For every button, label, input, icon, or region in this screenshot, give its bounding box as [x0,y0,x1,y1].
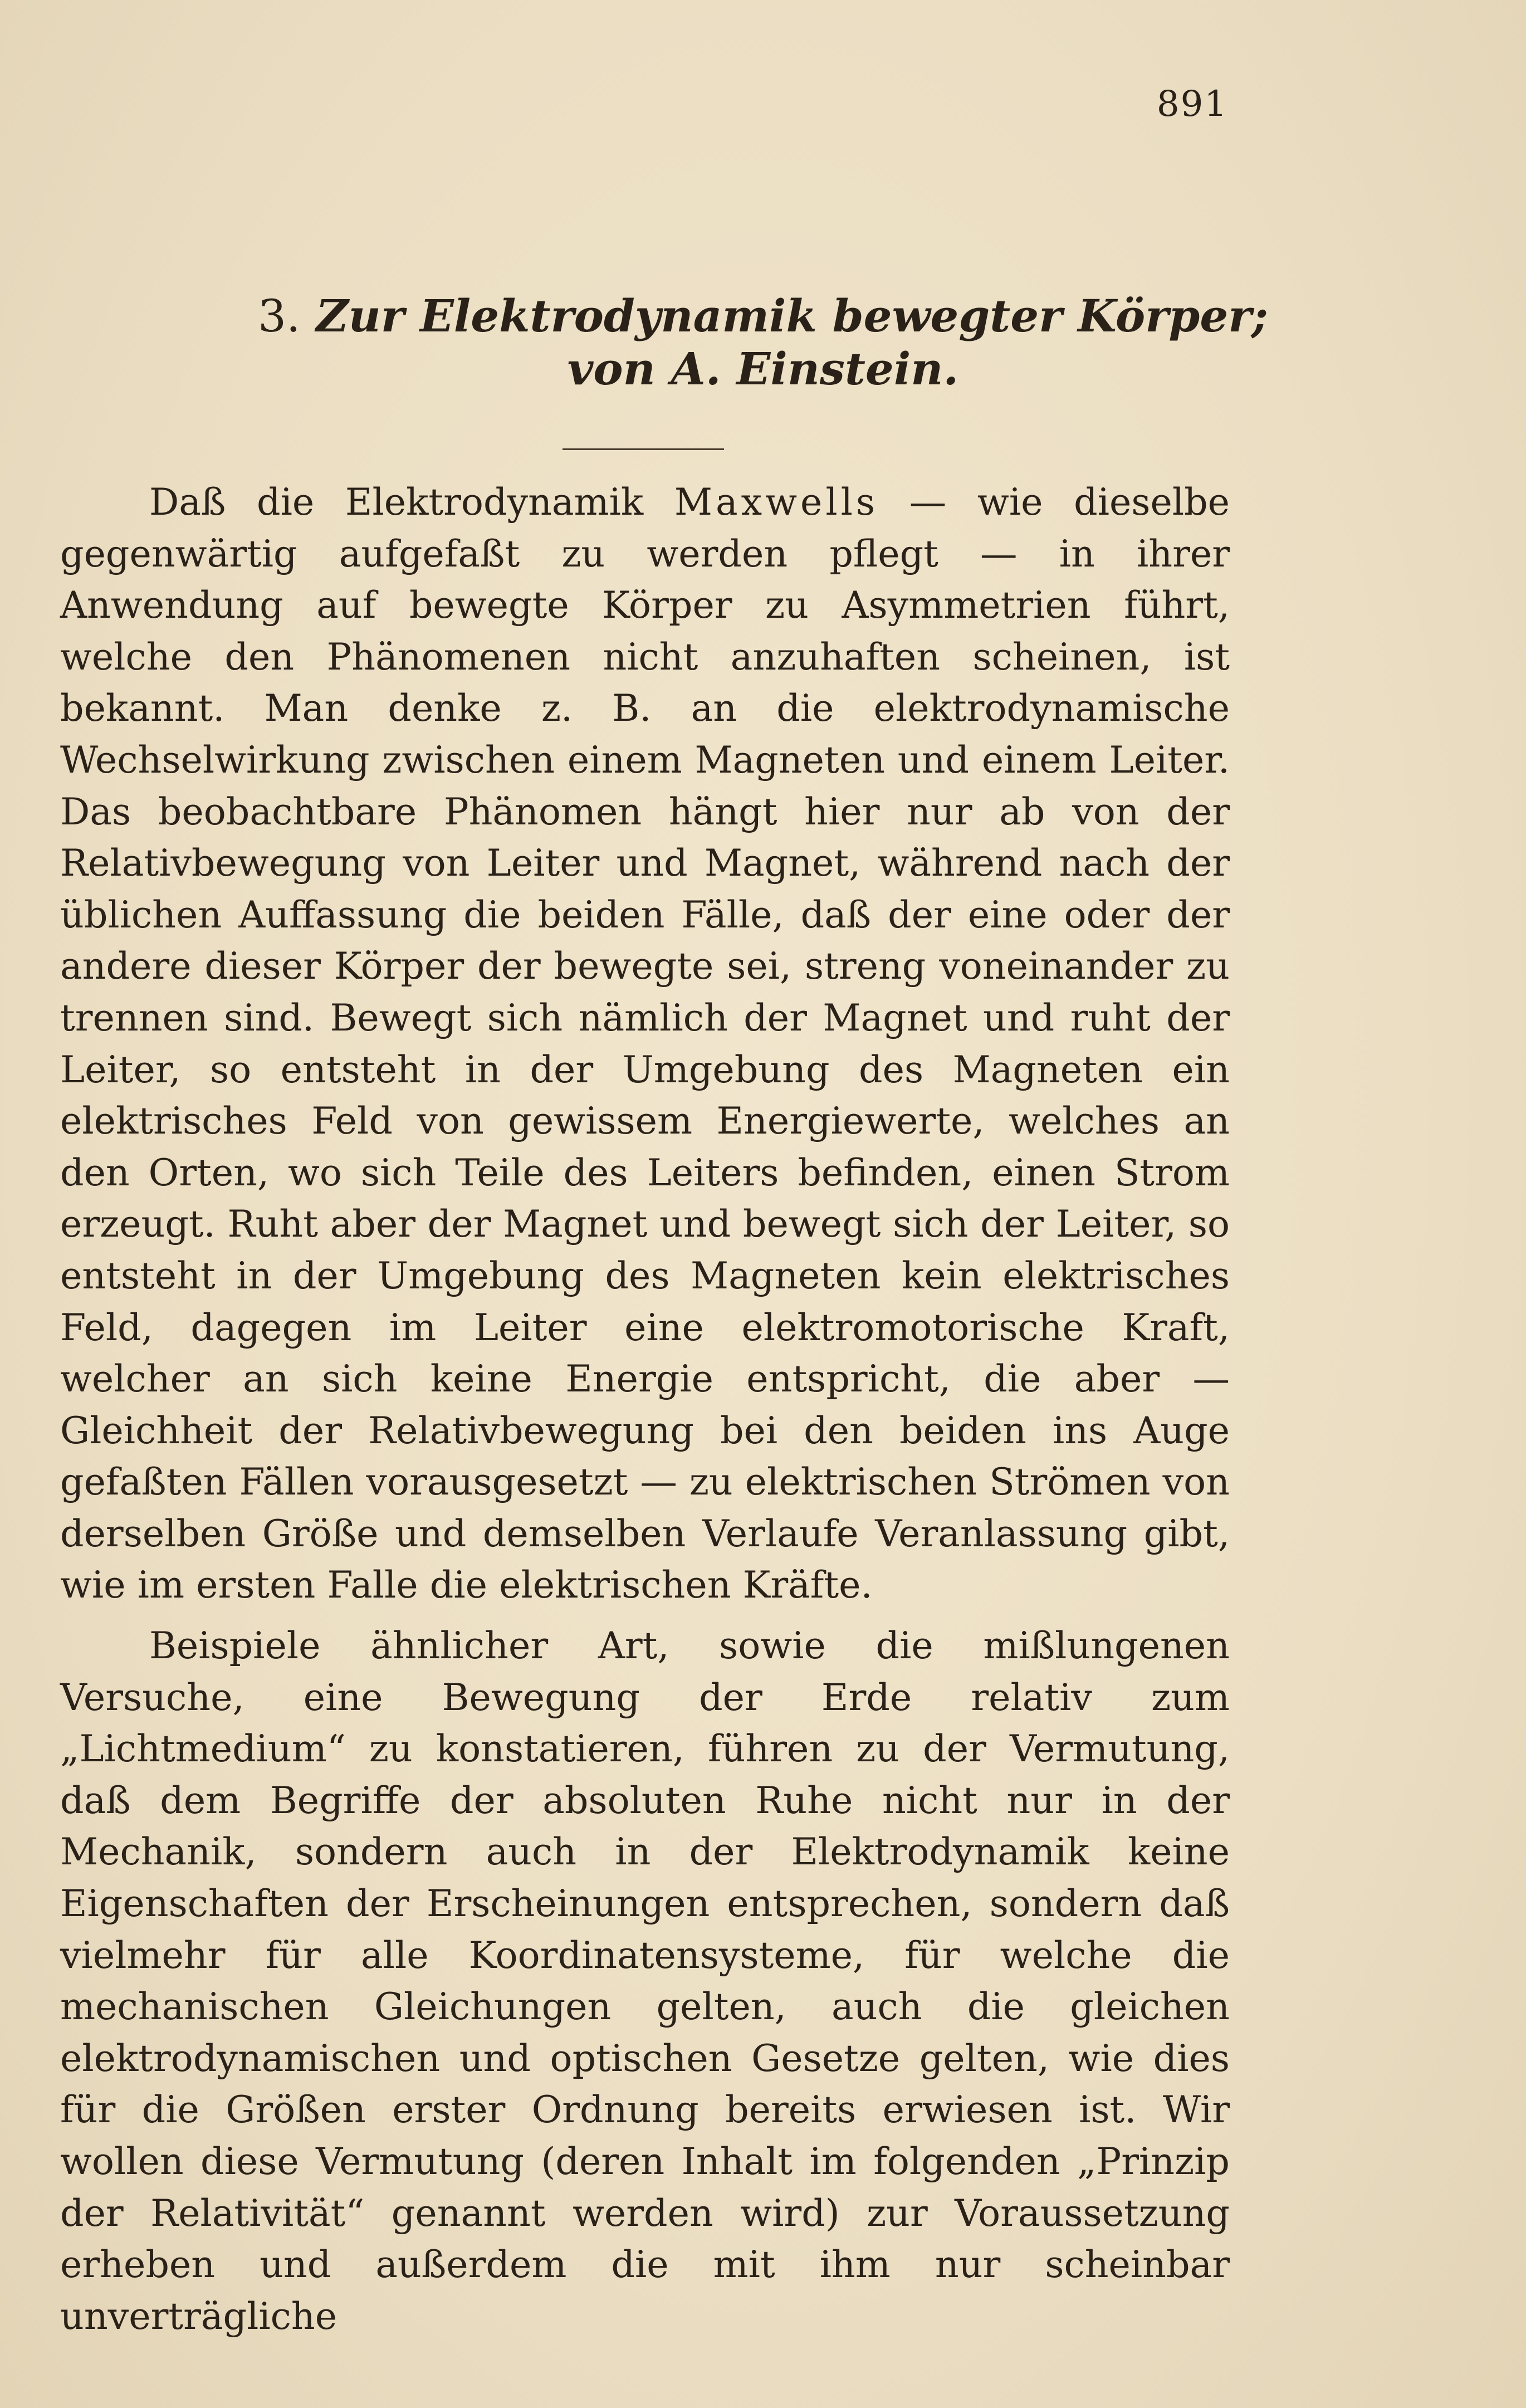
article-byline [0,343,1526,395]
person-name: Maxwells [674,480,879,524]
article-title: Zur Elektrodynamik bewegter Körper; [316,290,1268,342]
article-body [60,476,1230,2342]
paragraph-lead: Daß die Elektrodynamik [149,480,644,524]
byline-author: A. Einstein. [671,343,959,395]
article-number: 3. [258,290,301,342]
byline-prefix: von [567,343,656,395]
title-divider [563,448,724,450]
page-number: 891 [1156,84,1228,125]
article-title-block [0,290,1526,395]
paragraph: Beispiele ähnlicher Art, sowie die mißlungenen Versuche, eine Bewegung der Erde relativ zum „Lichtmedium“ zu konstatieren, führen zu der Vermutung, daß dem Begriffe der absoluten Ruhe nicht nur in der Mechanik, sondern auch in der Elektrodynamik keine Eigenschaften der Erscheinungen entsprechen, sondern daß vielmehr für alle Koordinatensysteme, für welche die mechanischen Gleichungen gelten, auch die gleichen elektrodynamischen und optischen Gesetze gelten, wie dies für die Größen erster Ordnung bereits erwiesen ist. Wir wollen diese Vermutung (deren Inhalt im folgenden „Prinzip der Relativität“ genannt werden wird) zur Voraussetzung erheben und außerdem die mit ihm nur scheinbar unverträgliche [60,1624,1230,2338]
paragraph [60,476,1230,1611]
paragraph-text: — wie dieselbe gegenwärtig aufgefaßt zu werden pflegt — in ihrer Anwendung auf bewegte Körper zu Asymmetrien führt, welche den Phänomenen nicht anzuhaften scheinen, ist bekannt. Man denke z. B. an die elektrodynamische Wechselwirkung zwischen einem Magneten und einem Leiter. Das beobachtbare Phänomen hängt hier nur ab von der Relativbewegung von Leiter und Magnet, während nach der üblichen Auffassung die beiden Fälle, daß der eine oder der andere dieser Körper der bewegte sei, streng voneinander zu trennen sind. Bewegt sich nämlich der Magnet und ruht der Leiter, so entsteht in der Umgebung des Magneten ein elektrisches Feld von gewissem Energiewerte, welches an den Orten, wo sich Teile des Leiters befinden, einen Strom erzeugt. Ruht aber der Magnet und bewegt sich der Leiter, so entsteht in der Umgebung des Magneten kein elektrisches Feld, dagegen im Leiter eine elektromotorische Kraft, welcher an sich keine Energie entspricht, die aber — Gleichheit der Relativbewegung bei den beiden ins Auge gefaßten Fällen vorausgesetzt — zu elektrischen Strömen von derselben Größe und demselben Verlaufe Veranlassung gibt, wie im ersten Falle die elektrischen Kräfte. [60,480,1230,1607]
article-title-line [0,290,1526,343]
